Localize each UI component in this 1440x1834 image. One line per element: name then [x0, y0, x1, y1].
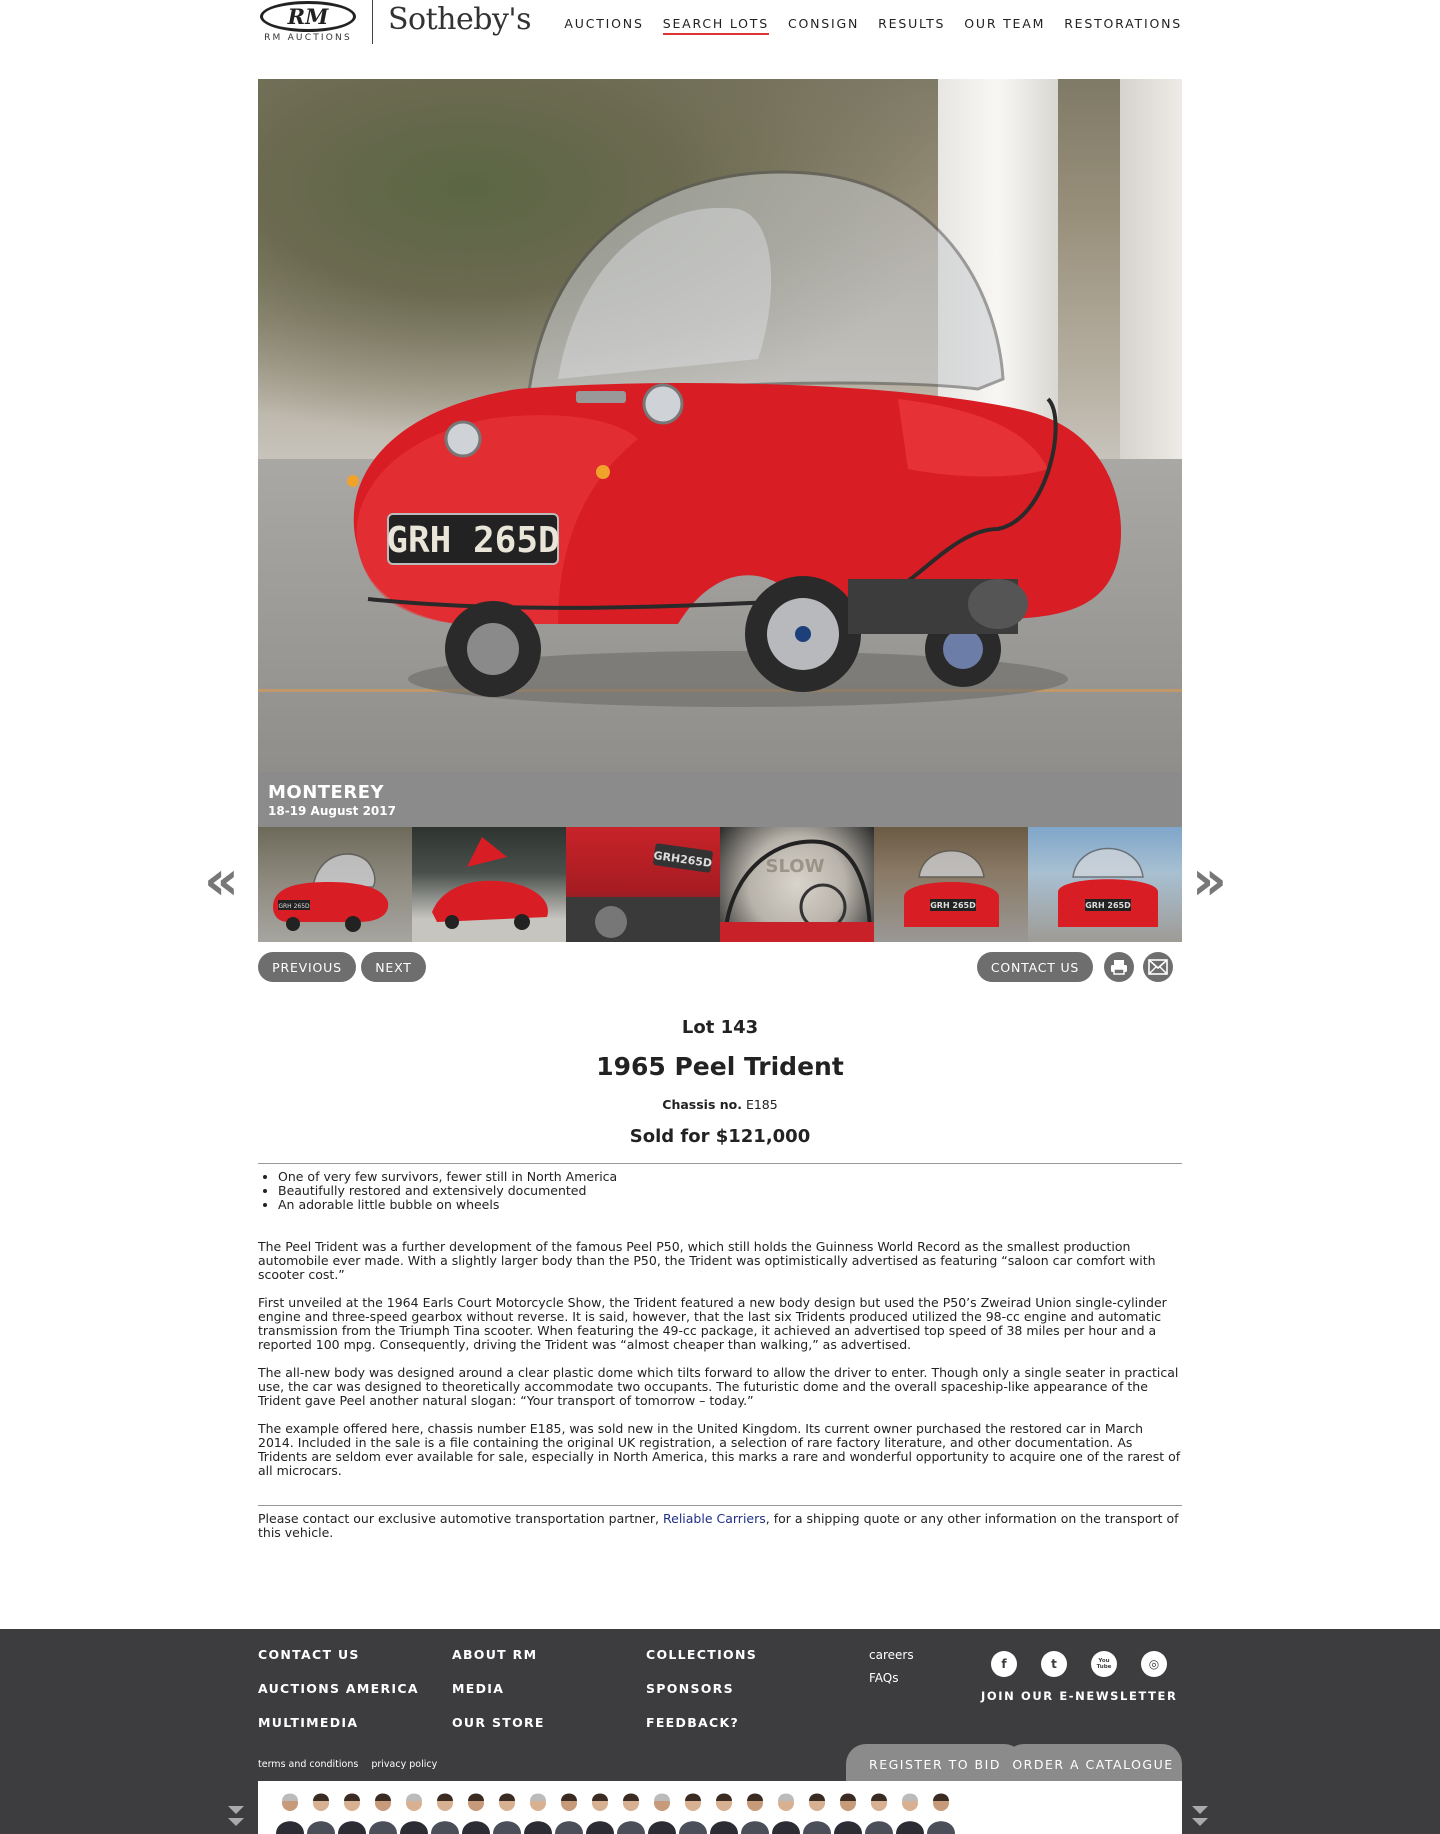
footer-link-about-rm[interactable]: ABOUT RM [452, 1647, 538, 1662]
lot-number: Lot 143 [681, 1017, 759, 1038]
previous-lot-button[interactable]: PREVIOUS [258, 952, 356, 982]
shipping-text-after: , for a shipping quote or any other information on the transport of this vehicle. [258, 1511, 1179, 1540]
divider-top [258, 1163, 1182, 1164]
team-person [896, 1794, 924, 1834]
footer-link-collections[interactable]: COLLECTIONS [646, 1647, 758, 1662]
chassis-value: E185 [745, 1097, 778, 1112]
team-person [493, 1794, 521, 1834]
thumbnail-6-rear [1028, 827, 1182, 942]
thumbnail-5-plate: GRH 265D [930, 901, 976, 910]
chassis-label: Chassis no. [662, 1097, 742, 1112]
thumbnail-3[interactable] [566, 827, 720, 942]
thumbnail-4-interior [720, 827, 874, 942]
auction-name: MONTEREY [268, 782, 385, 803]
team-person [338, 1794, 366, 1834]
order-catalogue-button[interactable]: ORDER A CATALOGUE [1004, 1744, 1182, 1784]
newsletter-signup-link[interactable]: JOIN OUR E-NEWSLETTER [981, 1689, 1178, 1703]
highlight-item: • One of very few survivors, fewer still in North America [278, 1170, 1158, 1184]
auction-date: 18-19 August 2017 [268, 804, 396, 818]
reliable-carriers-link[interactable]: Reliable Carriers [663, 1511, 766, 1526]
next-lot-button[interactable]: NEXT [361, 952, 426, 982]
contact-us-button[interactable]: CONTACT US [977, 952, 1093, 982]
rm-auctions-logo[interactable] [258, 0, 358, 44]
footer-column-2 [452, 1647, 545, 1749]
team-person [400, 1794, 428, 1834]
lot-description [258, 1240, 1182, 1492]
footer-link-faqs[interactable]: FAQs [869, 1671, 899, 1685]
instagram-icon[interactable]: ◎ [1141, 1651, 1167, 1677]
team-photo-strip [258, 1781, 1182, 1834]
thumbnail-4-sign: SLOW [765, 856, 825, 877]
team-person [431, 1794, 459, 1834]
team-person [772, 1794, 800, 1834]
thumbnail-2-car [412, 827, 566, 942]
thumbnail-1[interactable] [258, 827, 412, 942]
description-paragraph: The example offered here, chassis number E185, was sold new in the United Kingdom. Its current owner purchased the restored car in March 2014. Included in the sale is a file containing the original UK registration, a selection of rare factory literature, and other documentation. As Tridents are seldom ever available for sale, especially in North America, this marks a rare and wonderful opportunity to acquire one of the rarest of all microcars. [258, 1421, 1181, 1478]
social-links [991, 1651, 1167, 1677]
main-nav [545, 16, 1182, 35]
chassis-number [258, 1097, 1182, 1112]
nav-auctions[interactable]: AUCTIONS [564, 16, 644, 31]
footer-link-sponsors[interactable]: SPONSORS [646, 1681, 734, 1696]
team-person [617, 1794, 645, 1834]
description-paragraph: The Peel Trident was a further development of the famous Peel P50, which still holds the Guinness World Record as the smallest production automobile ever made. With a slightly larger body than the P50, the Trident was optimistically advertised as featuring “saloon car comfort with scooter cost.” [258, 1239, 1156, 1282]
team-person [462, 1794, 490, 1834]
highlight-item: • An adorable little bubble on wheels [278, 1198, 1158, 1212]
team-person [865, 1794, 893, 1834]
team-person [524, 1794, 552, 1834]
nav-restorations[interactable]: RESTORATIONS [1064, 16, 1182, 31]
team-person [803, 1794, 831, 1834]
footer-link-careers[interactable]: careers [869, 1648, 914, 1662]
team-person [586, 1794, 614, 1834]
peel-trident-car-illustration [258, 79, 1182, 772]
mail-icon [1148, 959, 1168, 975]
team-people-silhouettes [258, 1781, 1182, 1834]
sothebys-logo[interactable]: Sotheby's [388, 2, 532, 37]
shipping-note [258, 1512, 1182, 1540]
twitter-icon[interactable]: t [1041, 1651, 1067, 1677]
register-to-bid-button[interactable]: REGISTER TO BID [846, 1744, 1024, 1784]
divider-bottom [258, 1505, 1182, 1506]
footer-link-contact-us[interactable]: CONTACT US [258, 1647, 360, 1662]
thumbnail-2[interactable] [412, 827, 566, 942]
thumbnail-3-plate: GRH265D [652, 848, 713, 871]
terms-link[interactable]: terms and conditions [258, 1759, 359, 1770]
scroll-down-left-icon[interactable] [227, 1804, 245, 1830]
lot-title: 1965 Peel Trident [596, 1052, 844, 1081]
youtube-icon[interactable] [1091, 1651, 1117, 1677]
thumbnail-5-front [874, 827, 1028, 942]
team-person [927, 1794, 955, 1834]
team-person [276, 1794, 304, 1834]
team-person [741, 1794, 769, 1834]
thumbnail-6-plate: GRH 265D [1085, 901, 1131, 910]
highlight-item: • Beautifully restored and extensively documented [278, 1184, 1158, 1198]
gallery-next-arrow[interactable]: » [1192, 849, 1227, 912]
youtube-icon-text: You Tube [1096, 1658, 1112, 1670]
print-button[interactable] [1104, 952, 1134, 982]
footer-link-our-store[interactable]: OUR STORE [452, 1715, 545, 1730]
thumbnail-1-car [258, 827, 412, 942]
site-header [258, 0, 1182, 50]
print-icon [1110, 958, 1128, 976]
legal-links [258, 1759, 447, 1770]
privacy-link[interactable]: privacy policy [371, 1759, 438, 1770]
main-lot-photo[interactable] [258, 79, 1182, 772]
facebook-icon[interactable]: f [991, 1651, 1017, 1677]
footer-link-media[interactable]: MEDIA [452, 1681, 505, 1696]
hero-plate-text: GRH 265D [386, 520, 560, 561]
team-person [679, 1794, 707, 1834]
description-paragraph: The all-new body was designed around a clear plastic dome which tilts forward to allow the driver to enter. Though only a single seater in practical use, the car was designed to theoretically accommodate two occupants. The futuristic dome and the overall spaceship-like appearance of the Trident gave Peel another natural slogan: “Your transport of tomorrow – today.” [258, 1365, 1179, 1408]
team-person [307, 1794, 335, 1834]
nav-search-lots[interactable]: SEARCH LOTS [663, 16, 769, 35]
nav-consign[interactable]: CONSIGN [787, 16, 860, 31]
auction-caption-bar [258, 772, 1182, 827]
thumbnail-5[interactable] [874, 827, 1028, 942]
highlights-list [278, 1170, 1158, 1212]
team-person [369, 1794, 397, 1834]
email-button[interactable] [1143, 952, 1173, 982]
gallery-prev-arrow[interactable]: « [204, 849, 239, 912]
footer-link-multimedia[interactable]: MULTIMEDIA [258, 1715, 359, 1730]
logo-divider [372, 0, 373, 44]
thumbnail-3-detail [566, 827, 720, 942]
rm-logo-subtitle: RM AUCTIONS [264, 33, 352, 43]
shipping-text-before: Please contact our exclusive automotive transportation partner, [258, 1511, 663, 1526]
footer-link-auctions-america[interactable]: AUCTIONS AMERICA [258, 1681, 419, 1696]
team-person [834, 1794, 862, 1834]
team-person [648, 1794, 676, 1834]
footer-column-3 [646, 1647, 757, 1749]
nav-our-team[interactable]: OUR TEAM [964, 16, 1046, 31]
team-person [555, 1794, 583, 1834]
thumbnail-1-plate: GRH 265D [278, 903, 310, 910]
scroll-down-right-icon[interactable] [1191, 1804, 1209, 1830]
footer-link-feedback[interactable]: FEEDBACK? [646, 1715, 740, 1730]
description-paragraph: First unveiled at the 1964 Earls Court Motorcycle Show, the Trident featured a new body design but used the P50’s Zweirad Union single-cylinder engine and three-speed gearbox without reverse. It is said, however, that the last six Tridents produced utilized the 98-cc engine and automatic transmission from the Triumph Tina scooter. When featuring the 49-cc package, it achieved an advertised top speed of 38 miles per hour and a reported 100 mpg. Consequently, driving the Trident was “almost cheaper than walking,” as advertised. [258, 1295, 1167, 1352]
footer-column-1 [258, 1647, 419, 1749]
rm-logo-mark: RM [260, 1, 356, 32]
nav-results[interactable]: RESULTS [878, 16, 946, 31]
footer-column-4 [869, 1648, 914, 1694]
thumbnail-6[interactable] [1028, 827, 1182, 942]
thumbnail-4[interactable] [720, 827, 874, 942]
sold-price: Sold for $121,000 [629, 1126, 811, 1147]
thumbnail-strip [258, 827, 1182, 942]
team-person [710, 1794, 738, 1834]
